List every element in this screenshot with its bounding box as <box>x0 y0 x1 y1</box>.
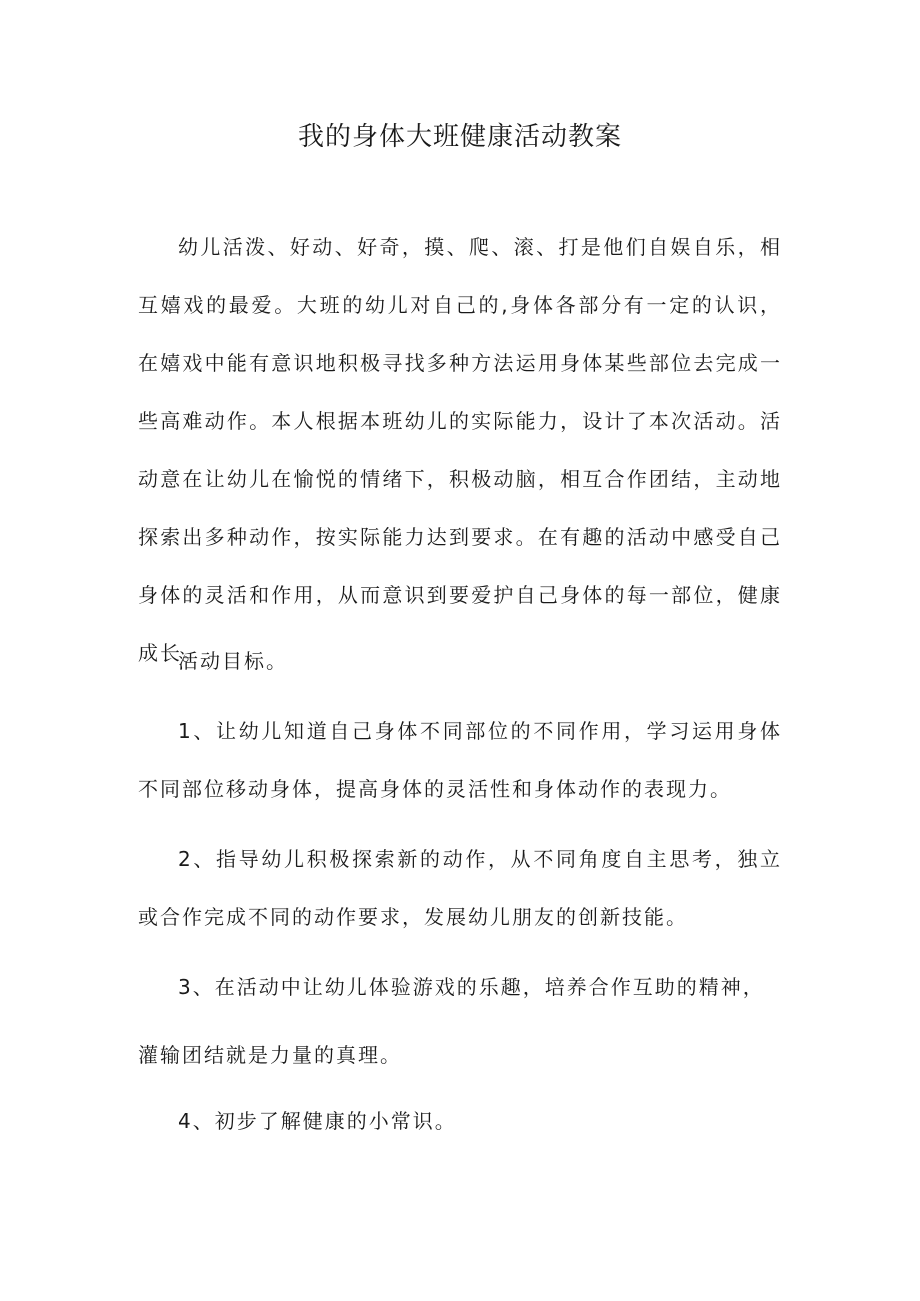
intro-paragraph: 幼儿活泼、好动、好奇，摸、爬、滚、打是他们自娱自乐，相互嬉戏的最爱。大班的幼儿对自己的,身体各部分有一定的认识，在嬉戏中能有意识地积极寻找多种方法运用身体某些部位去完成一些高难动作。本人根据本班幼儿的实际能力，设计了本次活动。活动意在让幼儿在愉悦的情绪下，积极动脑，相互合作团结，主动地探索出多种动作，按实际能力达到要求。在有趣的活动中感受自己身体的灵活和作用，从而意识到要爱护自己身体的每一部位，健康成长。 <box>138 235 782 665</box>
goal-item-4: 4、初步了解健康的小常识。 <box>178 1109 457 1133</box>
goals-heading: 活动目标。 <box>178 649 288 673</box>
goal-item-3: 3、在活动中让幼儿体验游戏的乐趣，培养合作互助的精神， <box>178 975 765 999</box>
goal-item-1: 1、让幼儿知道自己身体不同部位的不同作用，学习运用身体不同部位移动身体，提高身体的灵活性和身体动作的表现力。 <box>138 719 782 801</box>
goal-item-2: 2、指导幼儿积极探索新的动作，从不同角度自主思考，独立或合作完成不同的动作要求，发展幼儿朋友的创新技能。 <box>138 847 782 929</box>
document-title: 我的身体大班健康活动教案 <box>297 122 622 152</box>
goal-item-3-continuation: 灌输团结就是力量的真理。 <box>138 1043 402 1067</box>
